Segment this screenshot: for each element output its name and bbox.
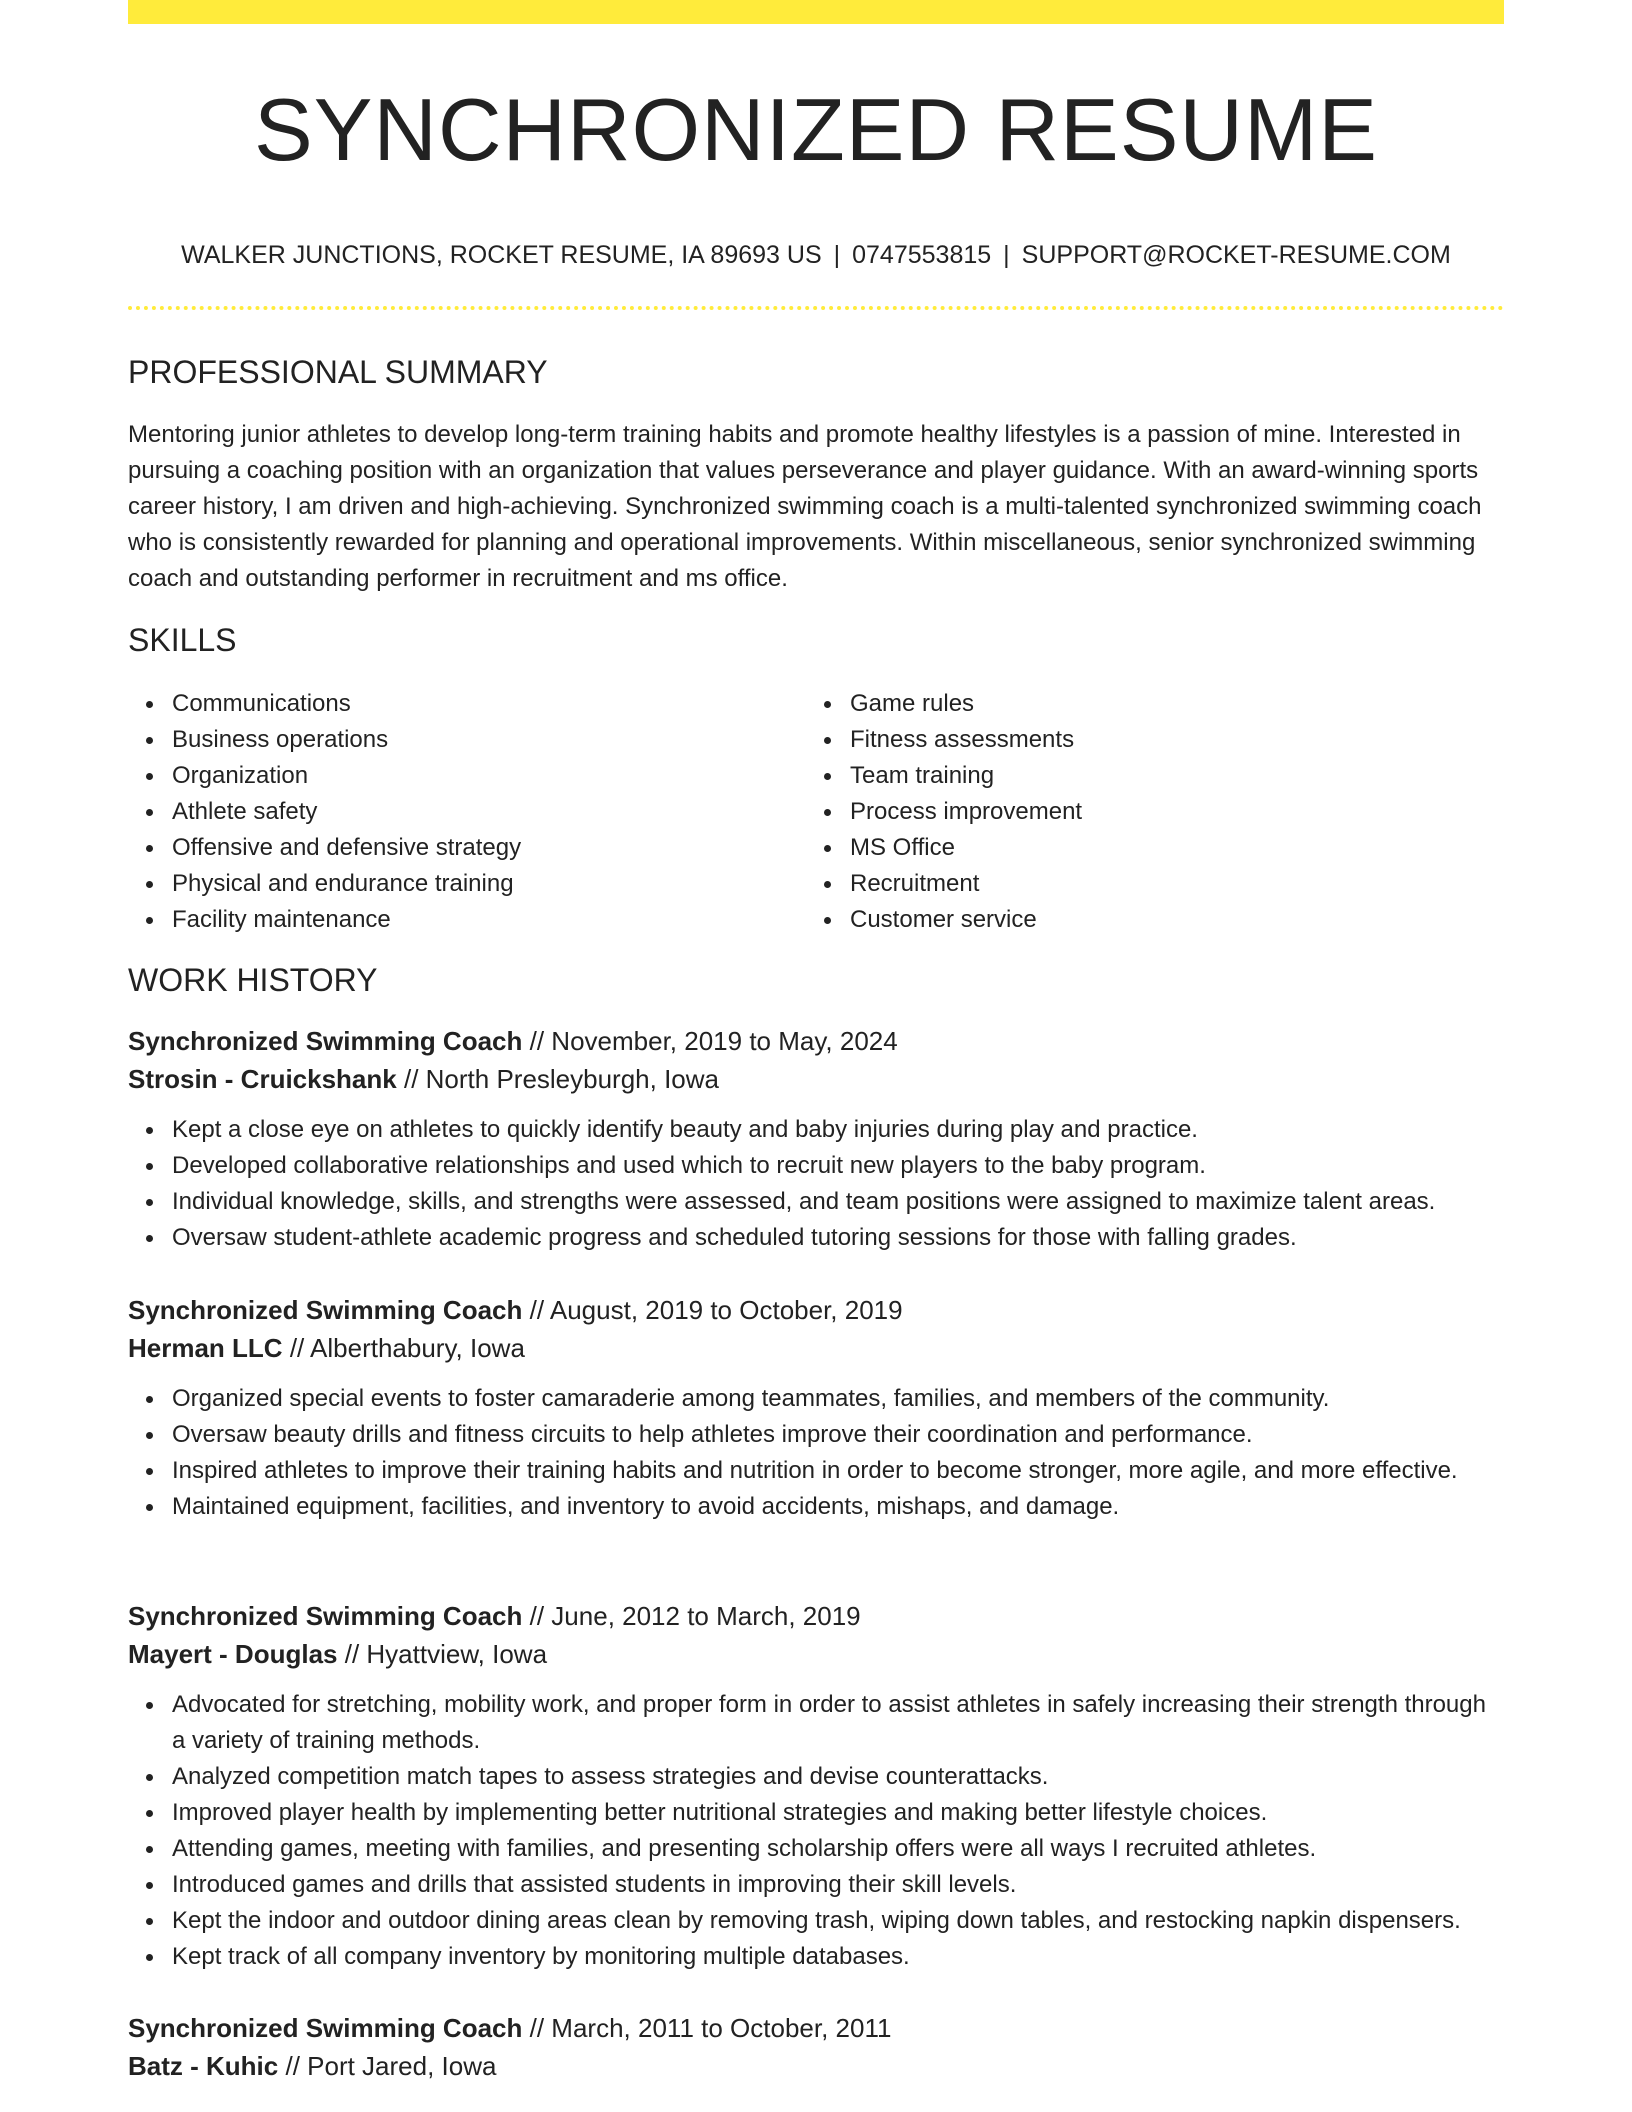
job-title-line (128, 2009, 1504, 2047)
job-role: Synchronized Swimming Coach (128, 1601, 523, 1631)
job-title-line (128, 1022, 1504, 1060)
skill-item: Fitness assessments (806, 722, 1466, 758)
job-bullet: Analyzed competition match tapes to assess strategies and devise counterattacks. (128, 1759, 1504, 1795)
summary-heading: PROFESSIONAL SUMMARY (128, 354, 548, 390)
job-role: Synchronized Swimming Coach (128, 1026, 523, 1056)
contact-address: WALKER JUNCTIONS, ROCKET RESUME, IA 89693 US (181, 241, 822, 269)
dotted-divider (128, 306, 1504, 310)
skills-heading: SKILLS (128, 622, 237, 658)
skill-item: Organization (128, 758, 788, 794)
skill-item: Athlete safety (128, 794, 788, 830)
job-company-line (128, 1060, 1504, 1098)
resume-name: SYNCHRONIZED RESUME (254, 80, 1378, 179)
skill-item: MS Office (806, 830, 1466, 866)
skills-list-right (806, 686, 1466, 938)
job-bullet: Advocated for stretching, mobility work, and proper form in order to assist athletes in safely increasing their strength through a variety of training methods. (128, 1687, 1504, 1759)
job-role: Synchronized Swimming Coach (128, 2013, 523, 2043)
contact-email: SUPPORT@ROCKET-RESUME.COM (1021, 241, 1451, 269)
job-title-line (128, 1597, 1504, 1635)
work-history-heading: WORK HISTORY (128, 962, 378, 998)
job-company-line (128, 1329, 1504, 1367)
job-company-line (128, 1635, 1504, 1673)
skill-item: Facility maintenance (128, 902, 788, 938)
job-dates: // June, 2012 to March, 2019 (529, 1601, 861, 1631)
job-company-line (128, 2047, 1504, 2085)
job-dates: // March, 2011 to October, 2011 (529, 2013, 892, 2043)
job-dates: // November, 2019 to May, 2024 (529, 1026, 898, 1056)
job-bullet: Kept a close eye on athletes to quickly identify beauty and baby injuries during play and practice. (128, 1112, 1504, 1148)
contact-separator: | (833, 241, 841, 269)
job-bullets (128, 1687, 1504, 1975)
job-bullet: Inspired athletes to improve their training habits and nutrition in order to become stronger, more agile, and more effective. (128, 1453, 1504, 1489)
job-bullet: Individual knowledge, skills, and strengths were assessed, and team positions were assigned to maximize talent areas. (128, 1184, 1504, 1220)
job-location: // Alberthabury, Iowa (289, 1333, 525, 1363)
job-entry (128, 2009, 1504, 2085)
job-entry (128, 1022, 1504, 1256)
job-location: // Port Jared, Iowa (285, 2051, 497, 2081)
job-bullet: Maintained equipment, facilities, and inventory to avoid accidents, mishaps, and damage. (128, 1489, 1504, 1525)
job-bullet: Developed collaborative relationships and used which to recruit new players to the baby program. (128, 1148, 1504, 1184)
job-bullet: Organized special events to foster camaraderie among teammates, families, and members of the community. (128, 1381, 1504, 1417)
contact-phone: 0747553815 (852, 241, 992, 269)
job-dates: // August, 2019 to October, 2019 (529, 1295, 903, 1325)
job-location: // Hyattview, Iowa (344, 1639, 548, 1669)
job-entry (128, 1597, 1504, 1975)
job-bullet: Kept track of all company inventory by monitoring multiple databases. (128, 1939, 1504, 1975)
skills-list-left (128, 686, 788, 938)
job-company: Mayert - Douglas (128, 1639, 338, 1669)
contact-line (128, 238, 1504, 272)
job-role: Synchronized Swimming Coach (128, 1295, 523, 1325)
skill-item: Game rules (806, 686, 1466, 722)
job-entry (128, 1291, 1504, 1525)
job-bullet: Oversaw student-athlete academic progress and scheduled tutoring sessions for those with falling grades. (128, 1220, 1504, 1256)
job-company: Batz - Kuhic (128, 2051, 279, 2081)
job-bullet: Introduced games and drills that assisted students in improving their skill levels. (128, 1867, 1504, 1903)
contact-separator: | (1003, 241, 1010, 269)
summary-text: Mentoring junior athletes to develop long-term training habits and promote healthy lifestyles is a passion of mine. Interested in pursuing a coaching position with an organization that values perseverance and player guidance. With an award-winning sports career history, I am driven and high-achieving. Synchronized swimming coach is a multi-talented synchronized swimming coach who is consistently rewarded for planning and operational improvements. Within miscellaneous, senior synchronized swimming coach and outstanding performer in recruitment and ms office. (128, 421, 1482, 592)
job-bullet: Kept the indoor and outdoor dining areas clean by removing trash, wiping down tables, and restocking napkin dispensers. (128, 1903, 1504, 1939)
skill-item: Team training (806, 758, 1466, 794)
job-bullet: Attending games, meeting with families, and presenting scholarship offers were all ways I recruited athletes. (128, 1831, 1504, 1867)
job-company: Herman LLC (128, 1333, 283, 1363)
accent-top-bar (128, 0, 1504, 24)
job-bullets (128, 1112, 1504, 1256)
skill-item: Customer service (806, 902, 1466, 938)
skill-item: Communications (128, 686, 788, 722)
job-location: // North Presleyburgh, Iowa (403, 1064, 720, 1094)
job-bullet: Improved player health by implementing better nutritional strategies and making better lifestyle choices. (128, 1795, 1504, 1831)
job-company: Strosin - Cruickshank (128, 1064, 397, 1094)
skill-item: Business operations (128, 722, 788, 758)
job-title-line (128, 1291, 1504, 1329)
skill-item: Recruitment (806, 866, 1466, 902)
job-bullets (128, 1381, 1504, 1525)
job-bullet: Oversaw beauty drills and fitness circuits to help athletes improve their coordination and performance. (128, 1417, 1504, 1453)
skill-item: Process improvement (806, 794, 1466, 830)
skill-item: Offensive and defensive strategy (128, 830, 788, 866)
skill-item: Physical and endurance training (128, 866, 788, 902)
